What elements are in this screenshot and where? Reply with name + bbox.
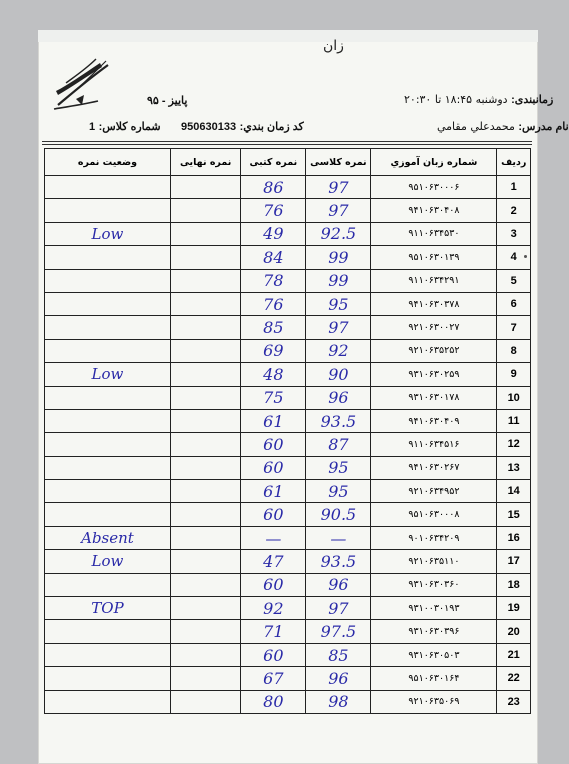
student-id-cell: ۹۴۱۰۶۳۰۴۰۸: [371, 199, 497, 222]
final-score-cell: [170, 269, 240, 292]
row-number-cell: 23: [497, 690, 531, 713]
row-number-cell: 1: [497, 176, 531, 199]
final-score-cell: [170, 550, 240, 573]
student-id-cell: ۹۲۱۰۶۳۰۰۲۷: [371, 316, 497, 339]
final-score-cell: [170, 667, 240, 690]
page-title-fragment: زان: [323, 38, 344, 54]
final-score-cell: [170, 480, 240, 503]
written-score-cell: 60: [241, 503, 306, 526]
written-score-cell: 84: [241, 246, 306, 269]
table-row: [45, 667, 531, 690]
paper-speck: [524, 255, 527, 258]
final-score-cell: [170, 363, 240, 386]
class-score-cell: 96: [306, 573, 371, 596]
written-score-cell: 80: [241, 690, 306, 713]
class-score-cell: 92: [306, 339, 371, 362]
column-header-final-score: نمره نهایی: [170, 149, 240, 176]
status-cell: [45, 409, 171, 432]
grades-table: [44, 148, 531, 714]
table-row: [45, 339, 531, 362]
student-id-cell: ۹۳۱۰۰۳۰۱۹۳: [371, 597, 497, 620]
table-row: [45, 246, 531, 269]
row-number-cell: 8: [497, 339, 531, 362]
table-row: [45, 526, 531, 549]
header-divider-secondary: [42, 144, 532, 145]
final-score-cell: [170, 526, 240, 549]
table-row: [45, 409, 531, 432]
written-score-cell: 61: [241, 480, 306, 503]
student-id-cell: ۹۳۱۰۶۳۰۳۶۰: [371, 573, 497, 596]
row-number-cell: 10: [497, 386, 531, 409]
status-cell: [45, 456, 171, 479]
row-number-cell: 14: [497, 480, 531, 503]
final-score-cell: [170, 316, 240, 339]
row-number-cell: 20: [497, 620, 531, 643]
institute-logo-icon: [52, 55, 112, 113]
class-score-cell: 93.5: [306, 550, 371, 573]
status-cell: [45, 573, 171, 596]
status-cell: [45, 316, 171, 339]
written-score-cell: 60: [241, 573, 306, 596]
table-header-row: [45, 149, 531, 176]
table-row: [45, 503, 531, 526]
row-number-cell: 11: [497, 409, 531, 432]
teacher-value: محمدعلي مقامي: [437, 120, 515, 133]
student-id-cell: ۹۴۱۰۶۳۰۳۷۸: [371, 292, 497, 315]
written-score-cell: 48: [241, 363, 306, 386]
student-id-cell: ۹۲۱۰۶۳۵۲۵۲: [371, 339, 497, 362]
final-score-cell: [170, 222, 240, 245]
status-cell: [45, 269, 171, 292]
class-score-cell: 96: [306, 386, 371, 409]
class-score-cell: 95: [306, 292, 371, 315]
student-id-cell: ۹۱۱۰۶۳۴۲۹۱: [371, 269, 497, 292]
column-header-class-score: نمره کلاسی: [306, 149, 371, 176]
written-score-cell: 85: [241, 316, 306, 339]
final-score-cell: [170, 176, 240, 199]
row-number-cell: 9: [497, 363, 531, 386]
table-row: [45, 550, 531, 573]
table-row: [45, 292, 531, 315]
page-top-strip: [38, 30, 538, 42]
written-score-cell: 69: [241, 339, 306, 362]
final-score-cell: [170, 386, 240, 409]
row-number-cell: 17: [497, 550, 531, 573]
status-cell: [45, 620, 171, 643]
class-score-cell: 96: [306, 667, 371, 690]
column-header-student-id: شماره زبان آموزي: [371, 149, 497, 176]
status-cell: [45, 503, 171, 526]
row-number-cell: 5: [497, 269, 531, 292]
student-id-cell: ۹۵۱۰۶۳۰۰۰۶: [371, 176, 497, 199]
row-number-cell: 15: [497, 503, 531, 526]
table-row: [45, 176, 531, 199]
row-number-cell: 22: [497, 667, 531, 690]
table-row: [45, 456, 531, 479]
column-header-status: وضعیت نمره: [45, 149, 171, 176]
row-number-cell: 18: [497, 573, 531, 596]
written-score-cell: 92: [241, 597, 306, 620]
table-row: [45, 433, 531, 456]
table-row: [45, 316, 531, 339]
class-score-cell: 90.5: [306, 503, 371, 526]
header-divider: [42, 141, 532, 142]
class-score-cell: 93.5: [306, 409, 371, 432]
schedule-value: دوشنبه ۱۸:۴۵ تا ۲۰:۳۰: [404, 93, 508, 106]
student-id-cell: ۹۰۱۰۶۳۴۲۰۹: [371, 526, 497, 549]
final-score-cell: [170, 339, 240, 362]
status-cell: [45, 480, 171, 503]
written-score-cell: 49: [241, 222, 306, 245]
student-id-cell: ۹۳۱۰۶۳۰۲۵۹: [371, 363, 497, 386]
student-id-cell: ۹۵۱۰۶۳۰۰۰۸: [371, 503, 497, 526]
final-score-cell: [170, 456, 240, 479]
student-id-cell: ۹۵۱۰۶۳۰۱۳۹: [371, 246, 497, 269]
student-id-cell: ۹۲۱۰۶۳۵۱۱۰: [371, 550, 497, 573]
status-cell: Low: [45, 222, 171, 245]
written-score-cell: 76: [241, 199, 306, 222]
table-row: [45, 597, 531, 620]
status-cell: [45, 433, 171, 456]
class-number-field: [89, 120, 161, 133]
table-row: [45, 643, 531, 666]
class-score-cell: 90: [306, 363, 371, 386]
written-score-cell: —: [241, 526, 306, 549]
grades-table-body: [45, 176, 531, 714]
class-score-cell: 95: [306, 480, 371, 503]
schedule-code-field: [181, 120, 304, 133]
written-score-cell: 86: [241, 176, 306, 199]
table-row: [45, 363, 531, 386]
table-row: [45, 573, 531, 596]
final-score-cell: [170, 620, 240, 643]
class-score-cell: 99: [306, 246, 371, 269]
class-score-cell: 85: [306, 643, 371, 666]
written-score-cell: 60: [241, 456, 306, 479]
written-score-cell: 47: [241, 550, 306, 573]
row-number-cell: 4: [497, 246, 531, 269]
status-cell: TOP: [45, 597, 171, 620]
table-row: [45, 386, 531, 409]
final-score-cell: [170, 199, 240, 222]
teacher-label: نام مدرس:: [518, 121, 569, 133]
class-score-cell: 95: [306, 456, 371, 479]
class-score-cell: 97: [306, 176, 371, 199]
row-number-cell: 6: [497, 292, 531, 315]
class-score-cell: 98: [306, 690, 371, 713]
schedule-code-label: کد زمان بندي:: [239, 121, 304, 133]
final-score-cell: [170, 409, 240, 432]
final-score-cell: [170, 690, 240, 713]
written-score-cell: 78: [241, 269, 306, 292]
class-score-cell: 99: [306, 269, 371, 292]
written-score-cell: 60: [241, 643, 306, 666]
status-cell: Absent: [45, 526, 171, 549]
class-score-cell: 87: [306, 433, 371, 456]
table-row: [45, 269, 531, 292]
class-score-cell: 92.5: [306, 222, 371, 245]
final-score-cell: [170, 643, 240, 666]
table-row: [45, 620, 531, 643]
status-cell: [45, 176, 171, 199]
schedule-label: زمانبندی:: [511, 94, 554, 106]
student-id-cell: ۹۳۱۰۶۳۰۱۷۸: [371, 386, 497, 409]
student-id-cell: ۹۴۱۰۶۳۰۴۰۹: [371, 409, 497, 432]
teacher-field: [437, 120, 569, 133]
class-score-cell: 97: [306, 597, 371, 620]
final-score-cell: [170, 292, 240, 315]
final-score-cell: [170, 597, 240, 620]
class-score-cell: 97.5: [306, 620, 371, 643]
status-cell: [45, 292, 171, 315]
final-score-cell: [170, 433, 240, 456]
student-id-cell: ۹۳۱۰۶۳۰۵۰۳: [371, 643, 497, 666]
written-score-cell: 60: [241, 433, 306, 456]
student-id-cell: ۹۲۱۰۶۳۵۰۶۹: [371, 690, 497, 713]
class-score-cell: 97: [306, 316, 371, 339]
row-number-cell: 3: [497, 222, 531, 245]
term-label: پاییز - ۹۵: [147, 95, 188, 107]
table-row: [45, 690, 531, 713]
table-row: [45, 199, 531, 222]
student-id-cell: ۹۲۱۰۶۳۴۹۵۲: [371, 480, 497, 503]
row-number-cell: 2: [497, 199, 531, 222]
written-score-cell: 67: [241, 667, 306, 690]
status-cell: [45, 690, 171, 713]
written-score-cell: 75: [241, 386, 306, 409]
class-score-cell: 97: [306, 199, 371, 222]
column-header-row-number: ردیف: [497, 149, 531, 176]
status-cell: [45, 643, 171, 666]
row-number-cell: 13: [497, 456, 531, 479]
status-cell: [45, 246, 171, 269]
status-cell: [45, 199, 171, 222]
schedule-code-value: 950630133: [181, 121, 237, 133]
class-score-cell: —: [306, 526, 371, 549]
status-cell: [45, 386, 171, 409]
student-id-cell: ۹۴۱۰۶۳۰۲۶۷: [371, 456, 497, 479]
table-row: [45, 222, 531, 245]
class-number-value: 1: [89, 121, 96, 133]
status-cell: Low: [45, 550, 171, 573]
row-number-cell: 16: [497, 526, 531, 549]
row-number-cell: 21: [497, 643, 531, 666]
row-number-cell: 19: [497, 597, 531, 620]
written-score-cell: 71: [241, 620, 306, 643]
final-score-cell: [170, 573, 240, 596]
final-score-cell: [170, 246, 240, 269]
student-id-cell: ۹۵۱۰۶۳۰۱۶۴: [371, 667, 497, 690]
class-number-label: شماره کلاس:: [98, 121, 161, 133]
student-id-cell: ۹۱۱۰۶۳۴۵۳۰: [371, 222, 497, 245]
written-score-cell: 61: [241, 409, 306, 432]
written-score-cell: 76: [241, 292, 306, 315]
row-number-cell: 12: [497, 433, 531, 456]
student-id-cell: ۹۱۱۰۶۳۴۵۱۶: [371, 433, 497, 456]
final-score-cell: [170, 503, 240, 526]
schedule-field: [404, 93, 553, 106]
status-cell: Low: [45, 363, 171, 386]
status-cell: [45, 667, 171, 690]
table-row: [45, 480, 531, 503]
student-id-cell: ۹۳۱۰۶۳۰۳۹۶: [371, 620, 497, 643]
column-header-written-score: نمره کتبی: [241, 149, 306, 176]
row-number-cell: 7: [497, 316, 531, 339]
status-cell: [45, 339, 171, 362]
